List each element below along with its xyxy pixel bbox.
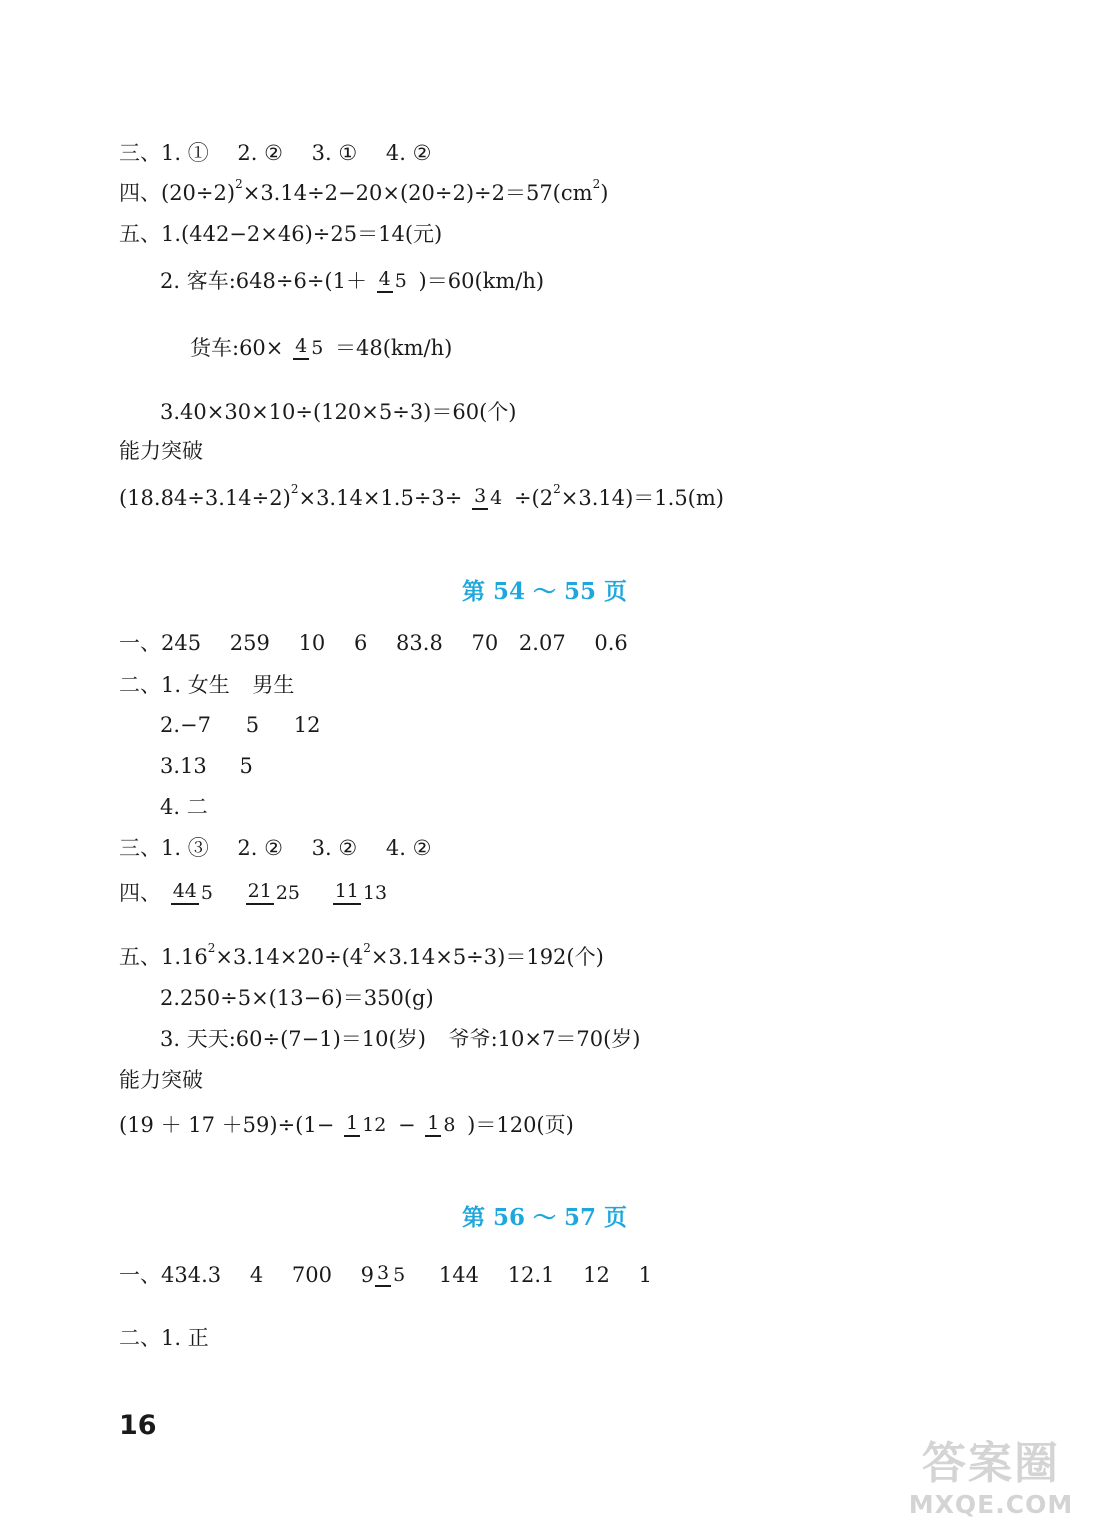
answer-line-san-2: 三、1. ③ 2. ② 3. ② 4. ② bbox=[119, 835, 432, 860]
answer-line-wu-2-2: 2.250÷5×(13−6)＝350(g) bbox=[160, 985, 434, 1010]
answer-line-wu-3-2: 3. 天天:60÷(7−1)＝10(岁) 爷爷:10×7＝70(岁) bbox=[160, 1026, 641, 1051]
answer-line-si-2: 四、 44 5 21 25 11 13 bbox=[119, 880, 388, 905]
answer-line-er-4: 4. 二 bbox=[160, 794, 208, 819]
answer-line-wu-1: 五、1.(442−2×46)÷25＝14(元) bbox=[119, 221, 443, 246]
fraction: 4 5 bbox=[295, 335, 324, 359]
answer-line-wu-1-2: 五、$1.16^2\times 3.14\times 20\div(4^2\times 3.14\times 5\div 3)=192$(个) bbox=[119, 941, 604, 969]
answer-line-yi: 一、245 259 10 6 83.8 70 2.07 0.6 bbox=[119, 630, 628, 655]
section-heading-56-57: 第 56 ～ 57 页 bbox=[462, 1204, 628, 1231]
ability-label: 能力突破 bbox=[119, 439, 203, 463]
fraction: 1 12 bbox=[346, 1112, 387, 1136]
section-heading-54-55: 第 54 ～ 55 页 bbox=[462, 578, 628, 605]
answer-line-er-1-3: 二、1. 正 bbox=[119, 1325, 209, 1350]
fraction: 21 25 bbox=[247, 880, 301, 904]
ability-answer-2: (19 ＋ 17 ＋59)÷(1− 1 12 − 1 8 )＝120(页) bbox=[119, 1112, 574, 1137]
answer-line-wu-2: 2. 客车:648÷6÷(1＋ 4 5 )＝60(km/h) bbox=[160, 268, 545, 293]
fraction: 1 8 bbox=[427, 1112, 456, 1136]
fraction: 3 5 bbox=[377, 1262, 406, 1286]
answer-line-san: 三、1. ① 2. ② 3. ① 4. ② bbox=[119, 140, 432, 165]
fraction: 44 5 bbox=[172, 880, 213, 904]
fraction: 3 4 bbox=[474, 485, 503, 509]
ability-label-2: 能力突破 bbox=[119, 1068, 203, 1092]
watermark-logo: 答案圈 MXQE.COM bbox=[908, 1438, 1074, 1519]
answer-line-wu-3: 3.40×30×10÷(120×5÷3)＝60(个) bbox=[160, 399, 517, 424]
fraction: 4 5 bbox=[378, 268, 407, 292]
answer-line-er-1: 二、1. 女生 男生 bbox=[119, 672, 295, 697]
answer-line-si: 四、$(20\div 2)^2\times 3.14\div 2-20\times(20\div 2)\div 2=57(cm^2)$ bbox=[119, 177, 609, 205]
answer-line-wu-2-freight: 货车:60× 4 5 ＝48(km/h) bbox=[190, 335, 453, 360]
answer-line-yi-2: 一、434.3 4 700 9 3 5 144 12.1 12 1 bbox=[119, 1262, 652, 1287]
page-number: 16 bbox=[119, 1410, 157, 1441]
answer-line-er-2: 2.−7 5 12 bbox=[160, 712, 321, 737]
ability-answer: $(18.84\div 3.14\div 2)^2\times 3.14\times 1.5\div 3\div 3$ $4 \div(2^2\times 3.14)=1.5(m)$ bbox=[119, 482, 724, 510]
answer-line-er-3: 3.13 5 bbox=[160, 753, 253, 778]
fraction: 11 13 bbox=[334, 880, 388, 904]
